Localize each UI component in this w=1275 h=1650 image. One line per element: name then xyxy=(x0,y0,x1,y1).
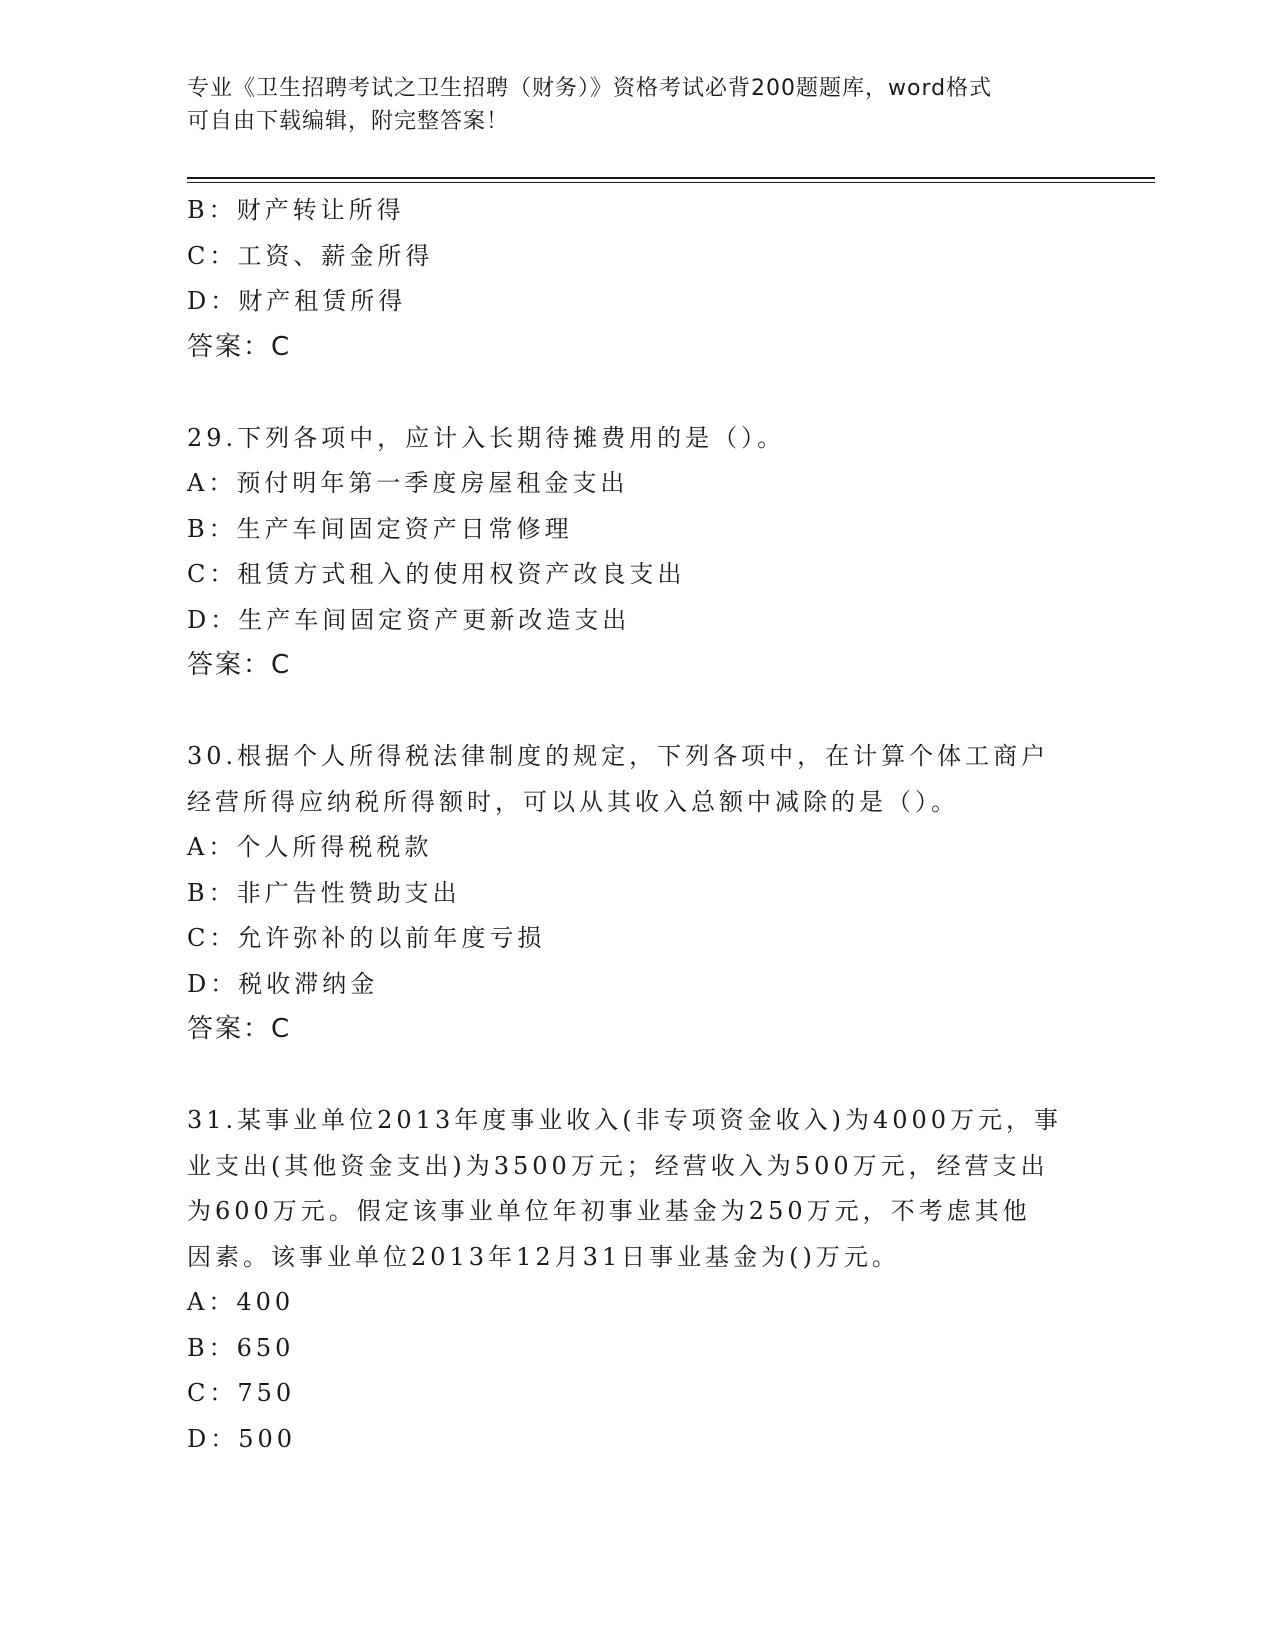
question-stem: 29.下列各项中，应计入长期待摊费用的是（）。 xyxy=(187,423,786,452)
option-c: C：750 xyxy=(187,1379,296,1407)
header-line-2: 可自由下载编辑，附完整答案！ xyxy=(187,109,510,134)
header-divider-thick xyxy=(187,177,1155,179)
option-a: A：400 xyxy=(187,1288,295,1316)
header-divider-thin xyxy=(187,182,1155,183)
option-c: C：租赁方式租入的使用权资产改良支出 xyxy=(187,560,686,588)
spacer xyxy=(187,370,1087,416)
question-stem: 30.根据个人所得税法律制度的规定，下列各项中，在计算个体工商户 xyxy=(187,742,1050,770)
answer-label: 答案：C xyxy=(187,331,292,362)
option-d: D：税收滞纳金 xyxy=(187,969,379,998)
header-line-1: 专业《卫生招聘考试之卫生招聘（财务）》资格考试必背200题题库，word格式 xyxy=(187,76,993,101)
option-a: A：个人所得税税款 xyxy=(187,833,433,861)
spacer xyxy=(187,689,1087,735)
option-b: B：650 xyxy=(187,1333,295,1362)
spacer xyxy=(187,1053,1087,1099)
question-31 xyxy=(187,1098,1087,1462)
option-c: C：工资、薪金所得 xyxy=(187,241,434,270)
question-28-continued xyxy=(187,188,1087,370)
question-stem: 因素。该事业单位2013年12月31日事业基金为()万元。 xyxy=(187,1242,900,1271)
question-stem: 31.某事业单位2013年度事业收入(非专项资金收入)为4000万元，事 xyxy=(187,1106,1063,1134)
document-header xyxy=(187,72,1067,138)
option-a: A：预付明年第一季度房屋租金支出 xyxy=(187,469,629,497)
option-b: B：生产车间固定资产日常修理 xyxy=(187,514,573,543)
answer-label: 答案：C xyxy=(187,650,292,680)
question-stem: 经营所得应纳税所得额时，可以从其收入总额中减除的是（）。 xyxy=(187,787,959,816)
option-b: B：财产转让所得 xyxy=(187,196,405,224)
question-stem: 业支出(其他资金支出)为3500万元；经营收入为500万元，经营支出 xyxy=(187,1151,1049,1180)
option-d: D：生产车间固定资产更新改造支出 xyxy=(187,605,631,634)
option-d: D：财产租赁所得 xyxy=(187,287,407,315)
question-29 xyxy=(187,416,1087,689)
answer-label: 答案：C xyxy=(187,1014,292,1044)
question-list xyxy=(187,188,1087,1462)
option-b: B：非广告性赞助支出 xyxy=(187,878,461,907)
option-d: D：500 xyxy=(187,1424,297,1453)
option-c: C：允许弥补的以前年度亏损 xyxy=(187,924,546,952)
question-30 xyxy=(187,734,1087,1053)
question-stem: 为600万元。假定该事业单位年初事业基金为250万元，不考虑其他 xyxy=(187,1197,1031,1225)
